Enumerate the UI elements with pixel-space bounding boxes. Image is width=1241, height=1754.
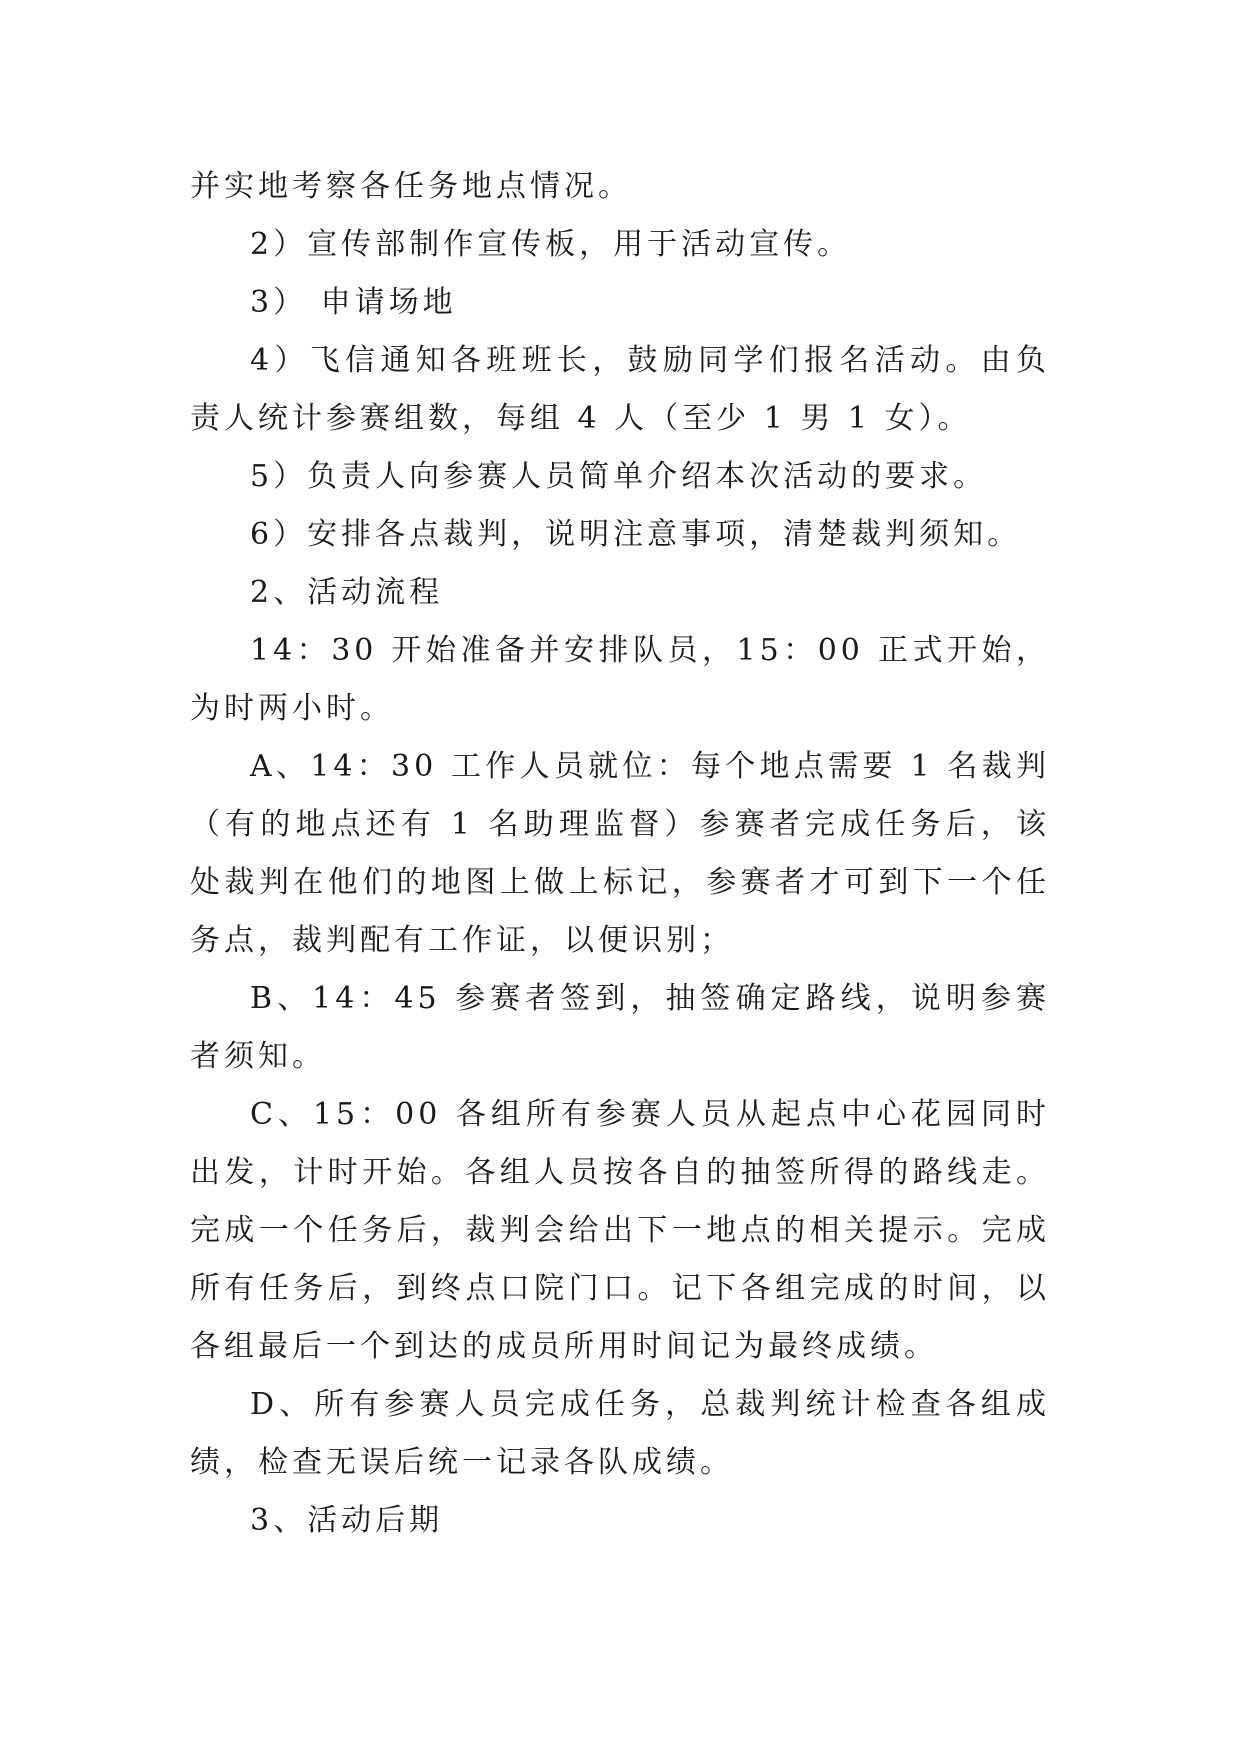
paragraph: 5）负责人向参赛人员简单介绍本次活动的要求。 <box>250 459 988 494</box>
paragraph: 6）安排各点裁判，说明注意事项，清楚裁判须知。 <box>250 517 1022 552</box>
paragraph: B、14：45 参赛者签到，抽签确定路线，说明参赛者须知。 <box>190 981 1050 1074</box>
document-body <box>190 158 1050 1550</box>
section-heading: 3、活动后期 <box>250 1503 444 1538</box>
paragraph: 2）宣传部制作宣传板，用于活动宣传。 <box>250 227 852 262</box>
paragraph: D、所有参赛人员完成任务，总裁判统计检查各组成绩，检查无误后统一记录各队成绩。 <box>190 1387 1050 1480</box>
paragraph: 4）飞信通知各班班长，鼓励同学们报名活动。由负责人统计参赛组数，每组 4 人（至少 1 男 1 女）。 <box>190 343 1050 436</box>
paragraph: C、15：00 各组所有参赛人员从起点中心花园同时出发，计时开始。各组人员按各自的抽签所得的路线走。完成一个任务后，裁判会给出下一地点的相关提示。完成所有任务后，到终点口院门口。记下各组完成的时间，以各组最后一个到达的成员所用时间记为最终成绩。 <box>190 1097 1050 1364</box>
paragraph: A、14：30 工作人员就位：每个地点需要 1 名裁判（有的地点还有 1 名助理监督）参赛者完成任务后，该处裁判在他们的地图上做上标记，参赛者才可到下一个任务点，裁判配有工作证，以便识别； <box>190 749 1050 958</box>
paragraph: 3） 申请场地 <box>250 285 457 320</box>
paragraph: 并实地考察各任务地点情况。 <box>190 169 632 204</box>
section-heading: 2、活动流程 <box>250 575 444 610</box>
paragraph: 14：30 开始准备并安排队员，15：00 正式开始，为时两小时。 <box>190 633 1050 726</box>
